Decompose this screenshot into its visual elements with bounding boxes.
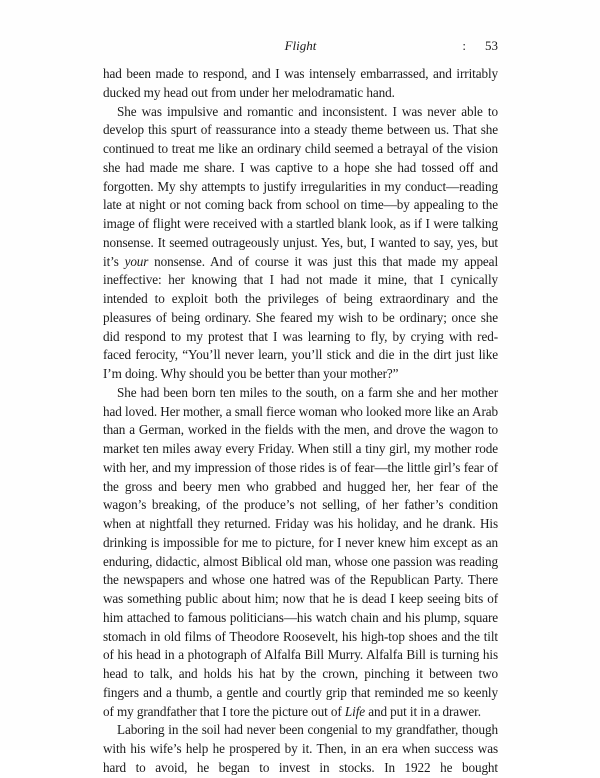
- text-run: She was impulsive and romantic and inconsistent. I was never able to develop this spurt of reassurance into a steady theme between us. That she continued to treat me like an ordinary child seemed a betrayal of the vision she had made me share. I was captive to a hope she had tossed off and forgotten. My shy attempts to justify irregularities in my conduct—reading late at night or not coming back from school on time—by appealing to the image of flight were received with a startled blank look, as if I were talking nonsense. It seemed outrageously unjust. Yes, but, I wanted to say, yes, but it’s: [103, 103, 498, 269]
- page-number: 53: [485, 38, 498, 53]
- italic-text: Life: [344, 703, 366, 719]
- body-text: [103, 65, 498, 778]
- paragraph: [103, 103, 498, 384]
- text-run: had been made to respond, and I was intensely embarrassed, and irritably ducked my head out from under her melodramatic hand.: [103, 66, 498, 100]
- chapter-title: Flight: [284, 38, 317, 53]
- italic-text: your: [124, 253, 149, 269]
- text-run: She had been born ten miles to the south, on a farm she and her mother had loved. Her mother, a small fierce woman who looked more like an Arab than a German, worked in the fields with the men, and drove the wagon to market ten miles away every Friday. When still a tiny girl, my mother rode with her, and my impression of those rides is of fear—the little girl’s fear of the gross and beery men who grabbed and hugged her, her fear of the wagon’s breaking, of the produce’s not selling, of her father’s condition when at nightfall they returned. Friday was his holiday, and he drank. His drinking is impossible for me to picture, for I never knew him except as an enduring, didactic, almost Biblical old man, whose one passion was reading the newspapers and whose one hatred was of the Republican Party. There was something public about him; now that he is dead I keep seeing bits of him attached to famous politicians—his watch chain and his plump, square stomach in old films of Theodore Roosevelt, his high-top shoes and the tilt of his head in a photograph of Alfalfa Bill Murry. Alfalfa Bill is turning his head to talk, and holds his hat by the crown, pinching it between two fingers and a thumb, a gentle and courtly grip that reminded me so keenly of my grandfather that I tore the picture out of: [103, 384, 498, 719]
- text-run: Laboring in the soil had never been congenial to my grandfather, though with his wife’s help he prospered by it. Then, in an era when success was hard to avoid, he began to invest in stocks. In 1922 he bought: [103, 722, 498, 775]
- paragraph: [103, 384, 498, 722]
- running-head: [103, 38, 498, 56]
- paragraph: [103, 65, 498, 103]
- text-run: nonsense. And of course it was just this that made my appeal ineffective: her knowing that I had not made it mine, that I cynically intended to exploit both the privileges of being extraordinary and the pleasures of being ordinary. She feared my wish to be ordinary; once she did respond to my protest that I was learning to fly, by crying with red-faced ferocity, “You’ll never learn, you’ll stick and die in the dirt just like I’m doing. Why should you be better than your mother?”: [103, 253, 499, 381]
- paragraph: [103, 721, 498, 777]
- text-run: and put it in a drawer.: [365, 703, 481, 719]
- header-separator: :: [462, 38, 466, 53]
